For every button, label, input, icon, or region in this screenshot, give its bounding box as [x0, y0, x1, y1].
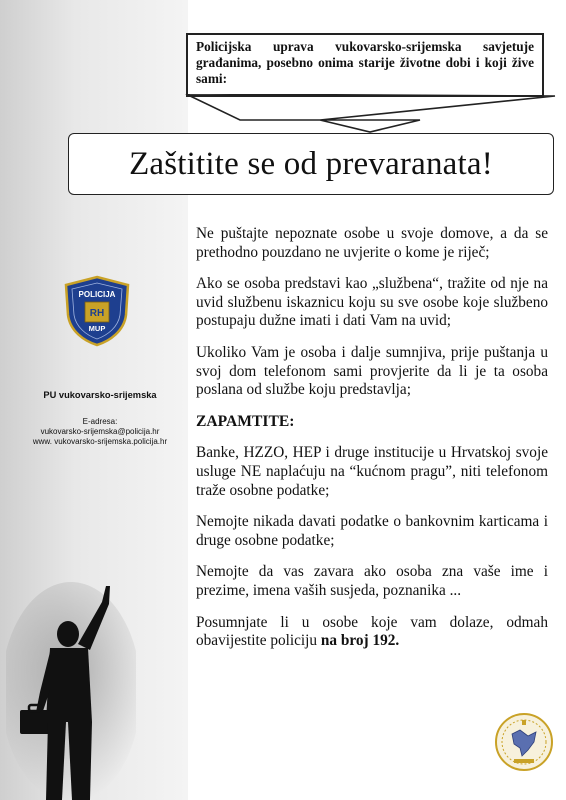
police-badge-icon — [62, 275, 132, 347]
advice-paragraph: Ne puštajte nepoznate osobe u svoje domove, a da se prethodno pouzdano ne uvjerite o kome je riječ; — [196, 225, 548, 261]
page-title: Zaštitite se od prevaranata! — [129, 145, 493, 182]
advice-paragraph-call-police — [196, 614, 548, 651]
advice-paragraph: Ukoliko Vam je osoba i dalje sumnjiva, prije puštanja u svoj dom telefonom sami provjerite da li je ta osoba poslana od službe koju predstavlja; — [196, 343, 548, 399]
police-notice-box — [186, 33, 544, 97]
badge-initials-text: RH — [89, 308, 105, 319]
advice-paragraph: Banke, HZZO, HEP i druge institucije u Hrvatskoj svoje usluge NE naplaćuju na “kućnom pragu”, niti telefonom traže osobne podatke; — [196, 444, 548, 499]
advice-text — [196, 225, 548, 664]
advice-paragraph: Nemojte da vas zavara ako osoba zna vaše ime i prezime, imena vaših susjeda, poznanika ... — [196, 563, 548, 599]
emergency-number: na broj 192. — [320, 632, 400, 650]
website-address[interactable]: www. vukovarsko-srijemska.policija.hr — [32, 437, 168, 446]
contact-block — [0, 417, 200, 447]
remember-heading: ZAPAMTITE: — [196, 412, 295, 430]
title-box — [68, 133, 554, 195]
pu-name: PU vukovarsko-srijemska — [43, 390, 157, 400]
call-police-text: Posumnjate li u osobe koje vam dolaze, odmah obavijestite policiju — [196, 613, 548, 650]
advice-paragraph: Ako se osoba predstavi kao „službena“, tražite od nje na uvid službenu iskaznicu koju su sve osobe koje službeno postupaju dužne imati i dati Vam na uvid; — [196, 275, 548, 330]
badge-bottom-text: MUP — [88, 324, 106, 333]
advice-paragraph: Nemojte nikada davati podatke o bankovnim karticama i druge osobne podatke; — [196, 513, 548, 549]
businessman-silhouette-icon — [6, 572, 136, 800]
police-emblem-icon — [494, 712, 554, 772]
police-notice-text: Policijska uprava vukovarsko-srijemska savjetuje građanima, posebno onima starije životne dobi i koji žive sami: — [196, 39, 534, 86]
down-arrow-icon — [180, 94, 560, 134]
email-label: E-adresa: — [82, 417, 118, 426]
email-address[interactable]: vukovarsko-srijemska@policija.hr — [40, 427, 160, 436]
badge-top-text: POLICIJA — [78, 290, 116, 299]
